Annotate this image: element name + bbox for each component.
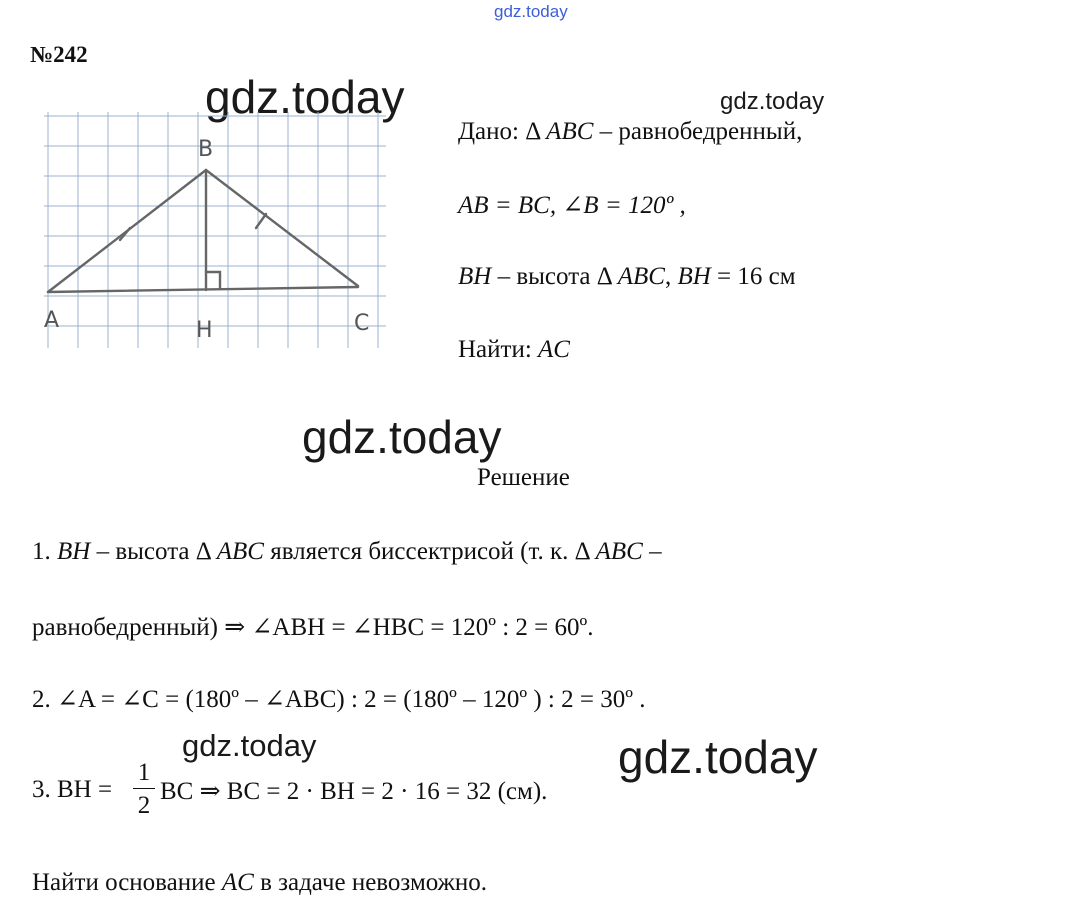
step-3-suffix: BC ⇒ BC = 2 · BH = 2 · 16 = 32 (см). <box>160 778 548 805</box>
given-line-2: AB = BC, ∠B = 120º , <box>458 192 686 219</box>
label-h: H <box>196 318 213 343</box>
step-1-line-2: равнобедренный) ⇒ ∠ABH = ∠HBC = 120º : 2 = 60º. <box>32 614 594 641</box>
label-c: C <box>354 311 370 336</box>
watermark-5: gdz.today <box>618 731 818 783</box>
label-a: A <box>44 308 60 333</box>
problem-number: №242 <box>30 42 88 67</box>
conclusion: Найти основание AC в задаче невозможно. <box>32 869 488 896</box>
fraction-one-half: 1 2 <box>133 760 155 818</box>
side-bc <box>206 170 358 286</box>
watermark-top: gdz.today <box>494 2 568 21</box>
given-line-1: Дано: Δ ABC – равнобедренный, <box>458 118 803 145</box>
given-line-3: BH – высота Δ ABC, BH = 16 см <box>458 263 796 290</box>
triangle-figure <box>44 112 386 348</box>
step-3-prefix: 3. BH = <box>32 776 113 803</box>
solution-heading: Решение <box>477 464 570 491</box>
step-2: 2. ∠A = ∠C = (180º – ∠ABC) : 2 = (180º – 120º ) : 2 = 30º . <box>32 686 646 713</box>
watermark-1: gdz.today <box>205 71 405 123</box>
base-ac <box>48 287 358 292</box>
watermark-3: gdz.today <box>302 411 502 463</box>
right-angle-mark <box>206 272 220 289</box>
step-1-line-1: 1. BH – высота Δ ABC является биссектрисой (т. к. Δ ABC – <box>32 538 662 565</box>
watermark-4: gdz.today <box>182 728 317 763</box>
find-line: Найти: AC <box>458 336 570 363</box>
watermark-2: gdz.today <box>720 88 825 115</box>
label-b: B <box>198 137 214 162</box>
fraction-bar <box>133 788 155 789</box>
